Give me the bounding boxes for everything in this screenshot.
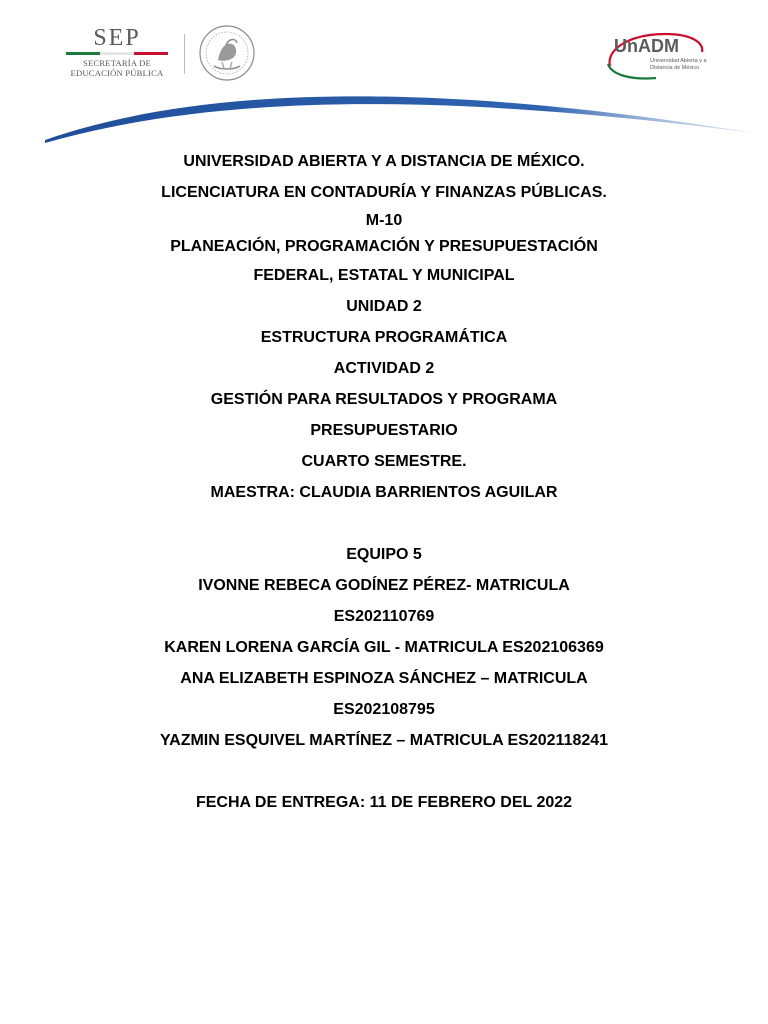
logo-divider <box>184 34 185 74</box>
university-name: UNIVERSIDAD ABIERTA Y A DISTANCIA DE MÉXICO. <box>183 153 585 170</box>
team-member-line: ES202108795 <box>333 701 435 718</box>
cover-page-body <box>0 146 768 818</box>
sep-logo-subtitle-2: EDUCACIÓN PÚBLICA <box>70 68 164 78</box>
team-member-line: YAZMIN ESQUIVEL MARTÍNEZ – MATRICULA ES202118241 <box>159 732 609 749</box>
spacer <box>0 508 768 539</box>
team-member-line: IVONNE REBECA GODÍNEZ PÉREZ- MATRICULA <box>198 577 570 594</box>
unadm-logo-subtitle-2: Distancia de México <box>650 65 700 71</box>
team-number: EQUIPO 5 <box>346 546 422 563</box>
unit-number: UNIDAD 2 <box>346 298 422 315</box>
course-title-line-2: FEDERAL, ESTATAL Y MUNICIPAL <box>253 267 515 284</box>
team-member-line: KAREN LORENA GARCÍA GIL - MATRICULA ES202106369 <box>164 639 604 656</box>
course-title-line-1: PLANEACIÓN, PROGRAMACIÓN Y PRESUPUESTACIÓN <box>170 238 598 255</box>
module-code: M-10 <box>365 212 403 229</box>
activity-title-line-2: PRESUPUESTARIO <box>310 422 458 439</box>
degree-name: LICENCIATURA EN CONTADURÍA Y FINANZAS PÚBLICAS. <box>161 184 607 201</box>
page-header <box>0 0 768 150</box>
semester: CUARTO SEMESTRE. <box>301 453 467 470</box>
unit-title: ESTRUCTURA PROGRAMÁTICA <box>260 329 508 346</box>
spacer <box>0 756 768 787</box>
sep-logo-stripes <box>66 52 168 55</box>
activity-title-line-1: GESTIÓN PARA RESULTADOS Y PROGRAMA <box>210 391 558 408</box>
activity-number: ACTIVIDAD 2 <box>333 360 435 377</box>
team-member-line: ES202110769 <box>333 608 435 625</box>
unadm-logo <box>604 28 708 82</box>
unadm-logo-subtitle-1: Universidad Abierta y a <box>650 58 707 64</box>
sep-logo <box>58 26 176 78</box>
sep-logo-subtitle-1: SECRETARÍA DE <box>82 58 152 68</box>
mexican-coat-of-arms-seal-icon <box>196 24 258 82</box>
due-date: FECHA DE ENTREGA: 11 DE FEBRERO DEL 2022 <box>195 794 573 811</box>
team-member-line: ANA ELIZABETH ESPINOZA SÁNCHEZ – MATRICULA <box>180 670 588 687</box>
teacher-name: MAESTRA: CLAUDIA BARRIENTOS AGUILAR <box>210 484 558 501</box>
sep-logo-title: SEP <box>93 25 141 51</box>
unadm-logo-name: UnADM <box>614 36 679 56</box>
